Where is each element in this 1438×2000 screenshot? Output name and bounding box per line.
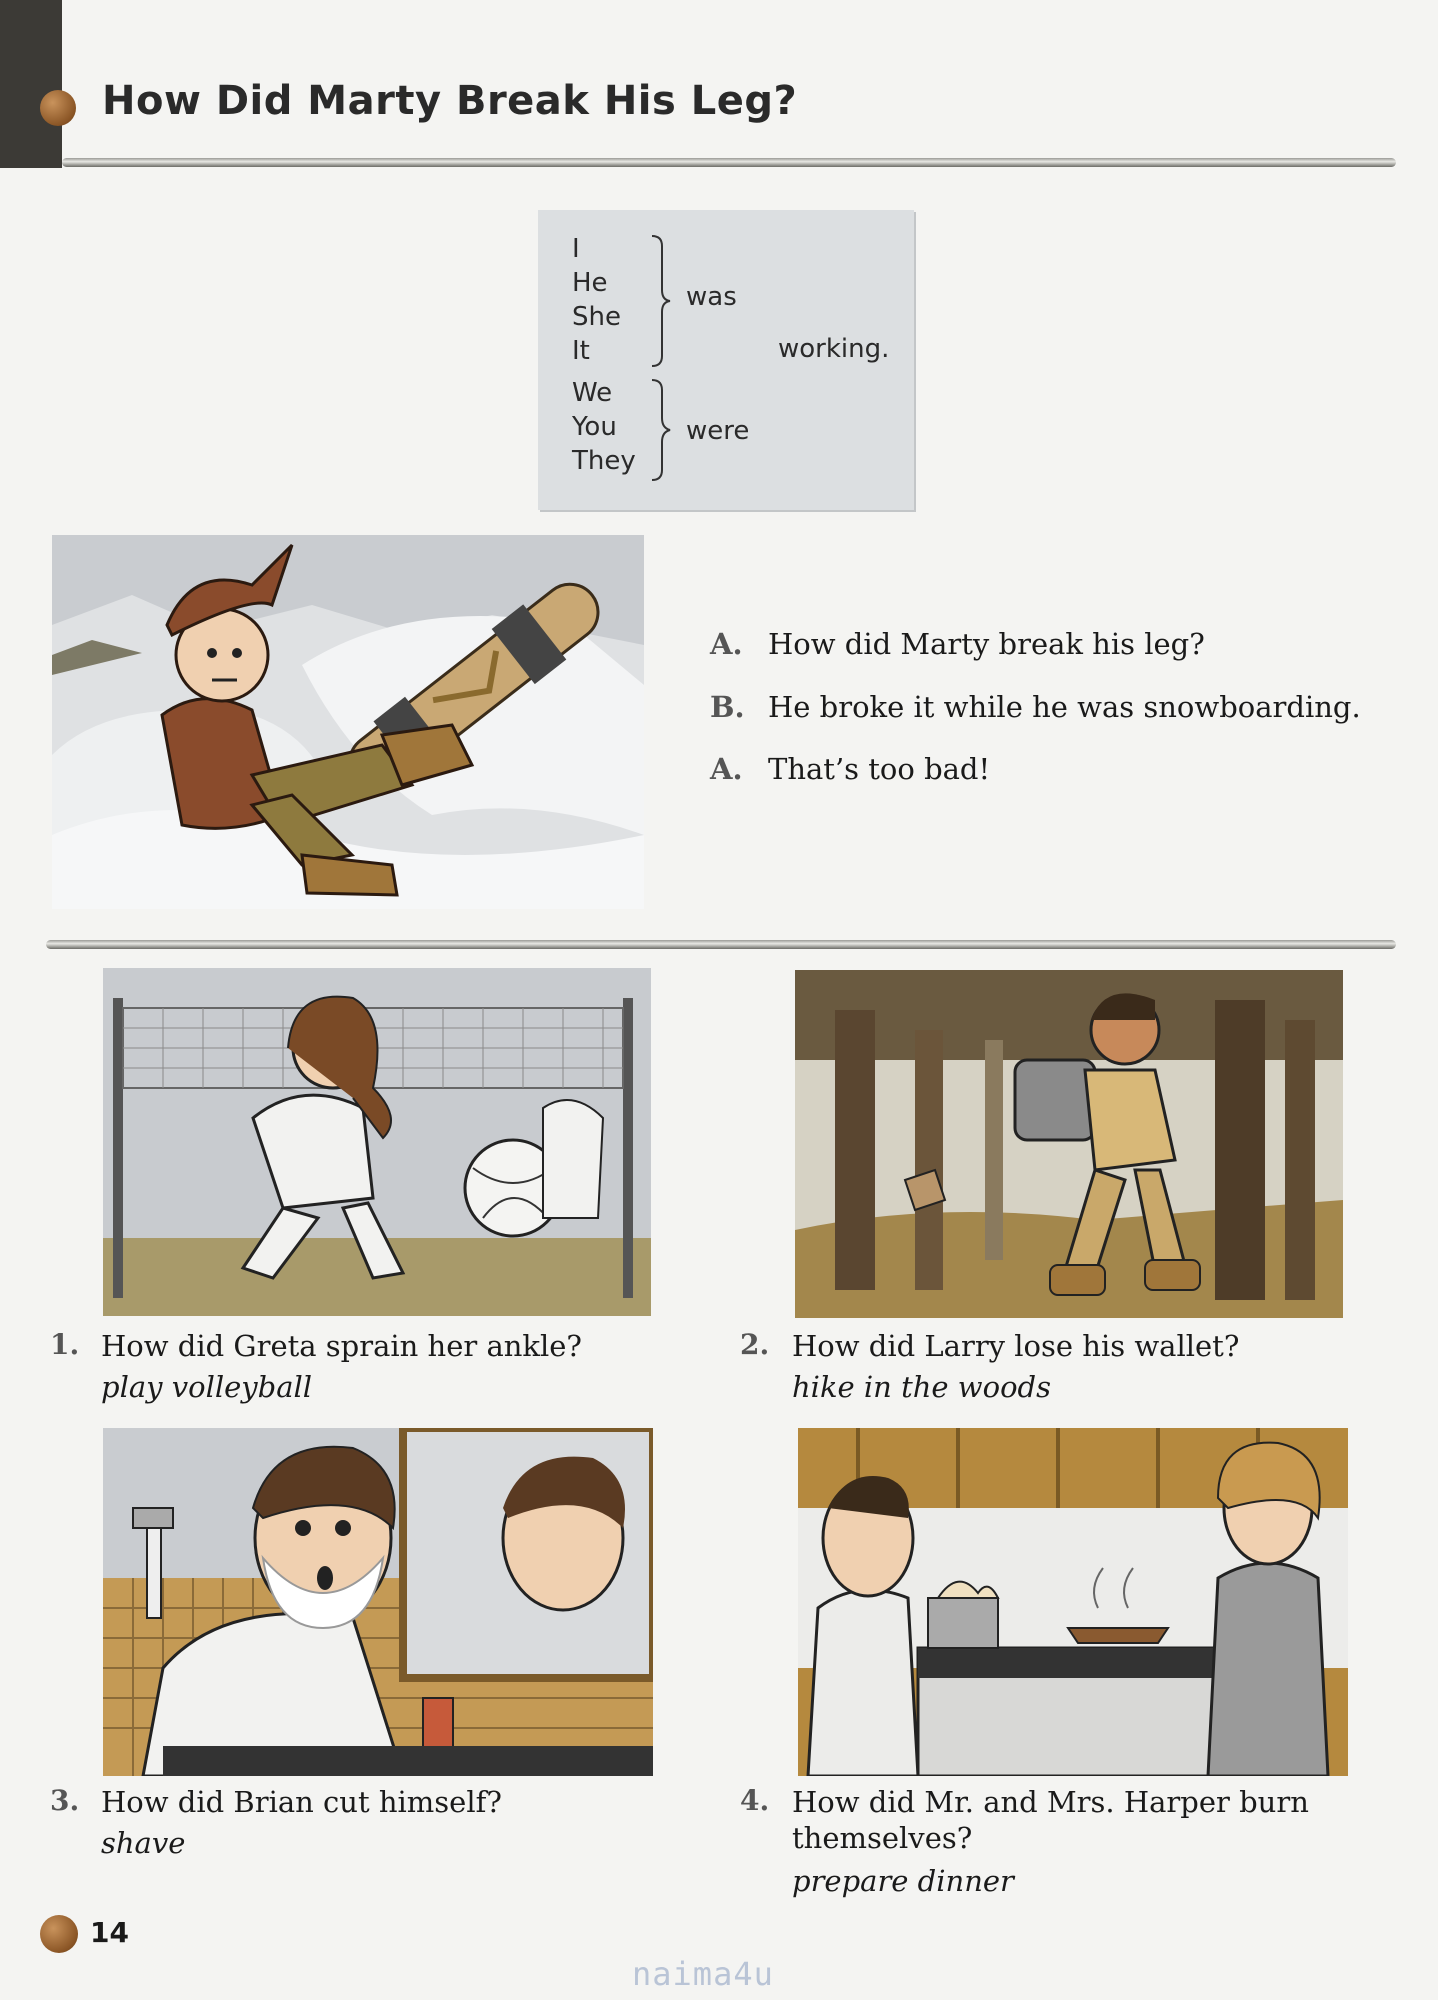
dialogue-line [710, 690, 1361, 724]
exercise-question: How did Brian cut himself? [101, 1785, 502, 1819]
shaving-drawing [103, 1428, 653, 1776]
exercise-number: 2. [740, 1328, 770, 1361]
section-divider [46, 940, 1396, 949]
dialogue-text: That’s too bad! [768, 752, 991, 786]
pronoun: She [572, 302, 621, 332]
exercise-2 [740, 1328, 769, 1361]
exercise-question: How did Larry lose his wallet? [792, 1329, 1240, 1363]
shaving-illustration [103, 1428, 653, 1776]
title-divider [62, 158, 1396, 167]
snowboarder-illustration [52, 535, 644, 909]
pronoun: You [572, 412, 617, 442]
pronoun: It [572, 336, 590, 366]
woods-drawing [795, 970, 1343, 1318]
exercise-cue: play volleyball [101, 1370, 313, 1404]
verb-were: were [686, 416, 750, 446]
pronoun: He [572, 268, 608, 298]
speaker-label: A. [710, 752, 743, 786]
speaker-label: B. [710, 690, 745, 724]
speaker-label: A. [710, 627, 743, 661]
volleyball-illustration [103, 968, 651, 1316]
title-bullet-icon [40, 90, 76, 126]
exercise-number: 1. [50, 1328, 80, 1361]
dialogue-line [710, 752, 990, 786]
exercise-number: 3. [50, 1784, 80, 1817]
exercise-3 [50, 1784, 79, 1817]
exercise-cue: hike in the woods [792, 1370, 1051, 1404]
exercise-4 [740, 1784, 769, 1817]
page-number-bullet-icon [40, 1915, 78, 1953]
exercise-number: 4. [740, 1784, 770, 1817]
brace-icon [648, 234, 672, 368]
snowboarder-drawing [52, 535, 644, 909]
watermark: naima4u [632, 1955, 774, 1993]
exercise-question-line-1: How did Mr. and Mrs. Harper burn [792, 1785, 1309, 1819]
dialogue-line [710, 627, 1205, 661]
dialogue-text: How did Marty break his leg? [768, 627, 1205, 661]
exercise-question: How did Greta sprain her ankle? [101, 1329, 582, 1363]
grammar-box [538, 210, 914, 510]
main-verb: working. [778, 334, 890, 364]
pronoun: We [572, 378, 613, 408]
kitchen-drawing [798, 1428, 1348, 1776]
page-title: How Did Marty Break His Leg? [102, 78, 798, 124]
verb-was: was [686, 282, 737, 312]
volleyball-drawing [103, 968, 651, 1316]
exercise-1 [50, 1328, 79, 1361]
exercise-question-line-2: themselves? [792, 1821, 973, 1855]
woods-illustration [795, 970, 1343, 1318]
brace-icon [648, 378, 672, 482]
page-number: 14 [90, 1916, 129, 1949]
exercise-cue: prepare dinner [792, 1864, 1014, 1898]
kitchen-illustration [798, 1428, 1348, 1776]
pronoun: They [572, 446, 636, 476]
pronoun: I [572, 234, 580, 264]
exercise-cue: shave [101, 1826, 186, 1860]
dialogue-text: He broke it while he was snowboarding. [768, 690, 1361, 724]
header-tab [0, 0, 62, 168]
